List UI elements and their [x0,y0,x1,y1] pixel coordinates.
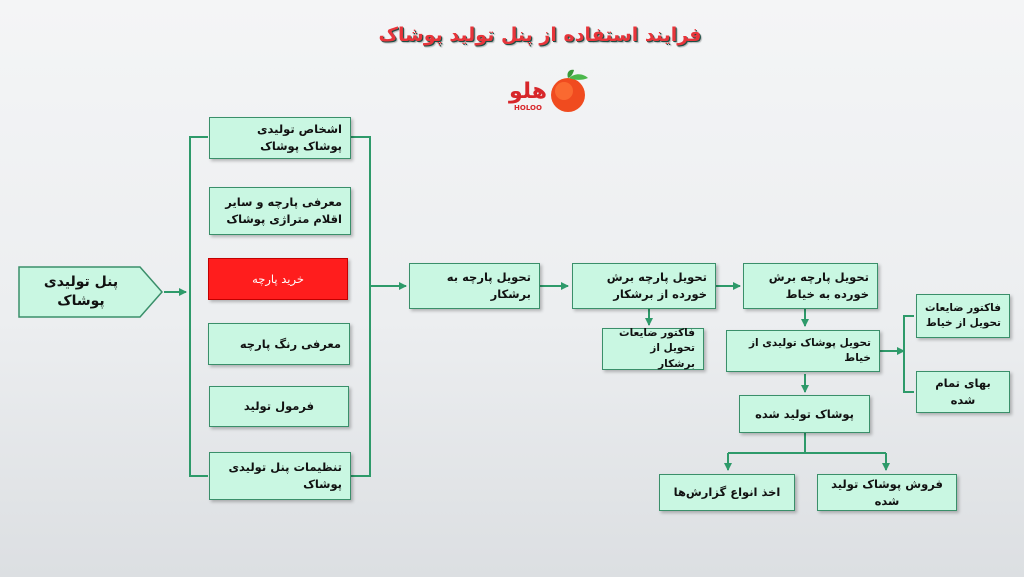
node-reports: اخذ انواع گزارش‌ها [659,474,795,511]
node-final-cost: بهای تمام شده [916,371,1010,413]
node-panel-settings: تنظیمات پنل تولیدی پوشاک [209,452,351,500]
node-produced-garment: پوشاک تولید شده [739,395,870,433]
node-fabric-color: معرفی رنگ پارچه [208,323,350,365]
node-waste-invoice-tailor: فاکتور ضایعات تحویل از خیاط [916,294,1010,338]
node-deliver-to-cutter: تحویل پارچه به برشکار [409,263,540,309]
node-garment-persons: اشخاص تولیدی پوشاک پوشاک [209,117,351,159]
node-waste-invoice-cutter: فاکتور ضایعات تحویل از برشکار [602,328,704,370]
connector-right-bracket [351,137,370,476]
connector-left-bracket [190,137,208,476]
node-define-fabric: معرفی پارچه و سایر اقلام متراژی پوشاک [209,187,351,235]
holoo-logo [488,66,596,116]
node-cut-to-tailor: تحویل پارچه برش خورده به خیاط [743,263,878,309]
connector-right-split [904,316,914,392]
node-garment-from-tailor: تحویل پوشاک تولیدی از خیاط [726,330,880,372]
start-label: پنل تولیدی پوشاک [43,274,119,309]
node-cut-from-cutter: تحویل پارچه برش خورده از برشکار [572,263,716,309]
node-sell-produced: فروش پوشاک تولید شده [817,474,957,511]
node-buy-fabric: خرید پارچه [208,258,348,300]
logo-subtext: HOLOO [514,104,542,112]
node-production-formula: فرمول تولید [209,386,349,427]
diagram-title: فرایند استفاده از پنل تولید پوشاک [378,24,702,46]
logo-text: هلو [508,79,548,104]
